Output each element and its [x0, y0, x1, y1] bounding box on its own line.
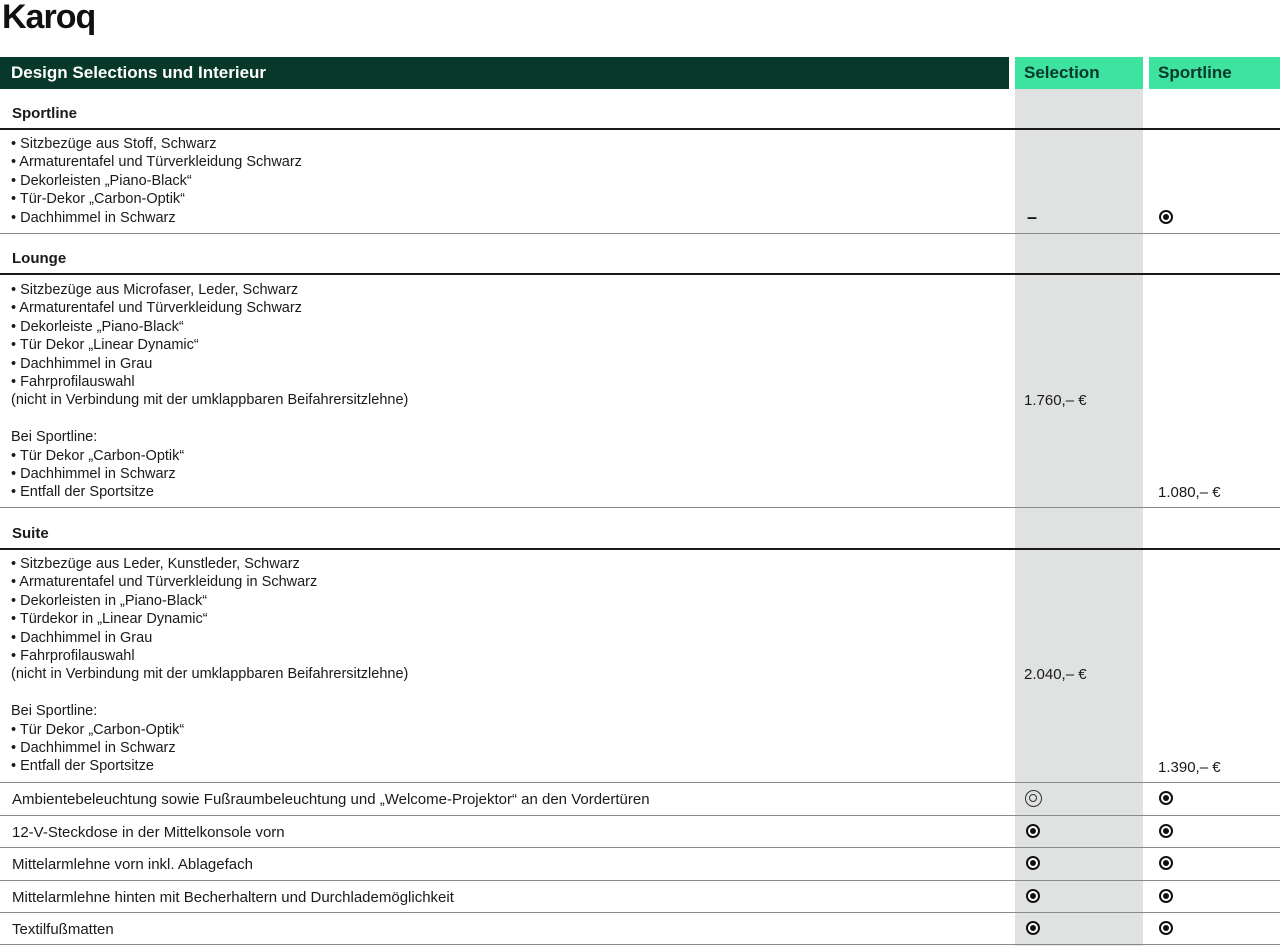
standard-equipment-icon: [1026, 889, 1040, 903]
feature-line-blank: [11, 410, 408, 428]
feature-line: • Tür-Dekor „Carbon-Optik“: [11, 191, 186, 208]
row-divider: [0, 944, 1280, 945]
feature-line: • Armaturentafel und Türverkleidung in Schwarz: [11, 574, 318, 591]
brand-logo: Karoq: [2, 0, 96, 36]
feature-line: • Entfall der Sportsitze: [11, 758, 154, 775]
row-divider: [0, 912, 1280, 913]
standard-equipment-icon: [1026, 856, 1040, 870]
feature-line: (nicht in Verbindung mit der umklappbaren Beifahrersitzlehne): [11, 666, 409, 683]
feature-line: • Tür Dekor „Linear Dynamic“: [11, 337, 199, 354]
feature-line: • Dekorleiste „Piano-Black“: [11, 318, 184, 335]
feature-line: Bei Sportline:: [11, 703, 98, 720]
row-divider: [0, 507, 1280, 508]
row-divider: [0, 782, 1280, 783]
section-title: Sportline: [12, 105, 78, 122]
section-feature-list: [11, 555, 408, 776]
feature-line: • Fahrprofilauswahl: [11, 373, 135, 390]
price-sportline: 1.390,– €: [1158, 759, 1221, 776]
feature-line: • Fahrprofilauswahl: [11, 647, 135, 664]
feature-line: Bei Sportline:: [11, 429, 98, 446]
feature-line: • Armaturentafel und Türverkleidung Schwarz: [11, 154, 302, 171]
feature-line: • Sitzbezüge aus Leder, Kunstleder, Schwarz: [11, 556, 300, 572]
feature-line: (nicht in Verbindung mit der umklappbaren Beifahrersitzlehne): [11, 392, 409, 409]
feature-line: • Dachhimmel in Grau: [11, 629, 153, 646]
section-title: Lounge: [12, 250, 67, 267]
row-divider: [0, 233, 1280, 234]
section-divider: [0, 548, 1280, 550]
feature-row-label: Mittelarmlehne hinten mit Becherhaltern und Durchlademöglichkeit: [12, 889, 454, 906]
price-selection: 2.040,– €: [1024, 666, 1087, 683]
standard-equipment-icon: [1026, 921, 1040, 935]
price-selection: 1.760,– €: [1024, 392, 1087, 409]
column-header-sportline: Sportline: [1149, 57, 1280, 89]
feature-line: • Tür Dekor „Carbon-Optik“: [11, 721, 185, 738]
standard-equipment-icon: [1159, 856, 1173, 870]
feature-line: • Armaturentafel und Türverkleidung Schwarz: [11, 300, 302, 317]
feature-line: • Sitzbezüge aus Microfaser, Leder, Schwarz: [11, 282, 299, 298]
not-available-dash: –: [1027, 207, 1038, 227]
section-feature-list: [11, 281, 408, 502]
feature-line: • Dachhimmel in Grau: [11, 355, 153, 372]
feature-line: • Tür Dekor „Carbon-Optik“: [11, 447, 185, 464]
section-divider: [0, 128, 1280, 130]
standard-equipment-icon: [1159, 824, 1173, 838]
feature-line: • Sitzbezüge aus Stoff, Schwarz: [11, 136, 217, 152]
feature-line: • Dachhimmel in Schwarz: [11, 739, 176, 756]
row-divider: [0, 815, 1280, 816]
feature-line: • Dachhimmel in Schwarz: [11, 209, 176, 226]
feature-line: • Dekorleisten in „Piano-Black“: [11, 592, 208, 609]
feature-row-label: Ambientebeleuchtung sowie Fußraumbeleuchtung und „Welcome-Projektor“ an den Vordertüren: [12, 791, 650, 808]
optional-equipment-icon: [1025, 790, 1042, 807]
row-divider: [0, 847, 1280, 848]
feature-row-label: 12-V-Steckdose in der Mittelkonsole vorn: [12, 824, 285, 841]
section-feature-list: [11, 135, 302, 227]
table-title: Design Selections und Interieur: [0, 57, 1009, 89]
column-header-selection: Selection: [1015, 57, 1143, 89]
standard-equipment-icon: [1159, 791, 1173, 805]
section-title: Suite: [12, 525, 49, 542]
standard-equipment-icon: [1026, 824, 1040, 838]
standard-equipment-icon: [1159, 921, 1173, 935]
standard-equipment-icon: [1159, 210, 1173, 224]
section-divider: [0, 273, 1280, 275]
standard-equipment-icon: [1159, 889, 1173, 903]
row-divider: [0, 880, 1280, 881]
feature-line: • Dekorleisten „Piano-Black“: [11, 172, 192, 189]
feature-row-label: Mittelarmlehne vorn inkl. Ablagefach: [12, 856, 253, 873]
feature-line: • Türdekor in „Linear Dynamic“: [11, 611, 208, 628]
feature-line: • Entfall der Sportsitze: [11, 484, 154, 501]
price-sportline: 1.080,– €: [1158, 484, 1221, 501]
feature-row-label: Textilfußmatten: [12, 921, 114, 938]
feature-line: • Dachhimmel in Schwarz: [11, 465, 176, 482]
feature-line-blank: [11, 684, 408, 702]
